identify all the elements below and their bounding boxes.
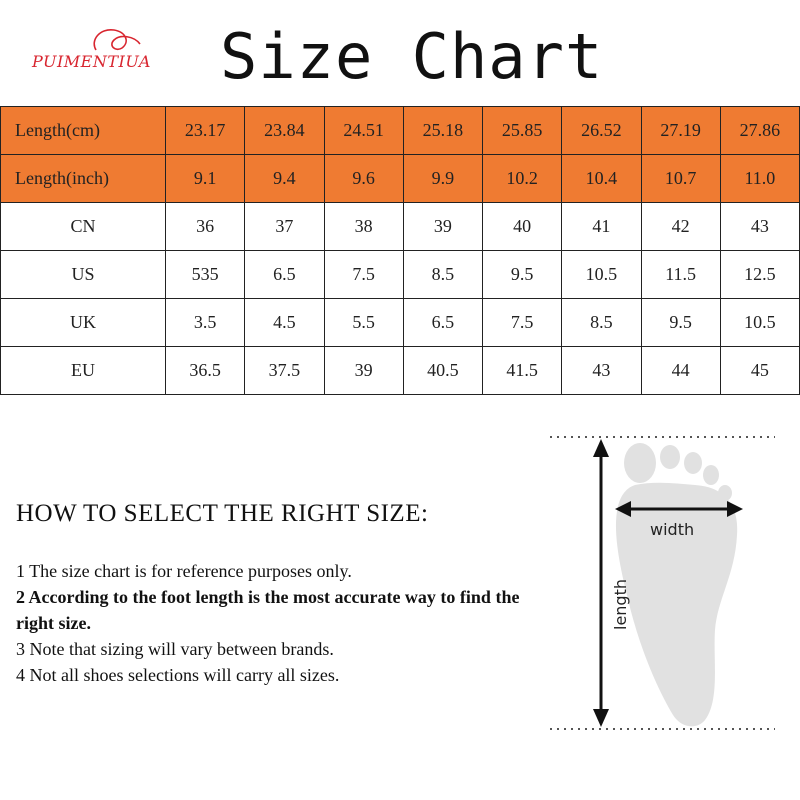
brand-logo bbox=[28, 22, 188, 82]
table-cell: 23.17 bbox=[166, 107, 245, 155]
table-cell: 11.5 bbox=[641, 251, 720, 299]
table-cell: 9.6 bbox=[324, 155, 403, 203]
table-cell: 9.1 bbox=[166, 155, 245, 203]
table-cell: 8.5 bbox=[403, 251, 482, 299]
howto-notes bbox=[16, 558, 536, 688]
table-cell: 43 bbox=[562, 347, 641, 395]
table-cell: 10.2 bbox=[483, 155, 562, 203]
table-cell: 36.5 bbox=[166, 347, 245, 395]
table-row bbox=[1, 251, 800, 299]
table-row bbox=[1, 107, 800, 155]
table-cell: 10.5 bbox=[720, 299, 799, 347]
table-cell: 42 bbox=[641, 203, 720, 251]
table-cell: 3.5 bbox=[166, 299, 245, 347]
note-1: 1 The size chart is for reference purposes only. bbox=[16, 561, 352, 581]
row-label: US bbox=[1, 251, 166, 299]
table-cell: 8.5 bbox=[562, 299, 641, 347]
table-cell: 27.19 bbox=[641, 107, 720, 155]
row-label: Length(cm) bbox=[1, 107, 166, 155]
toe-3 bbox=[684, 452, 702, 474]
toe-4 bbox=[703, 465, 719, 485]
table-cell: 40.5 bbox=[403, 347, 482, 395]
table-cell: 41.5 bbox=[483, 347, 562, 395]
table-cell: 27.86 bbox=[720, 107, 799, 155]
table-cell: 40 bbox=[483, 203, 562, 251]
table-cell: 23.84 bbox=[245, 107, 324, 155]
table-cell: 9.4 bbox=[245, 155, 324, 203]
table-cell: 44 bbox=[641, 347, 720, 395]
foot-measurement-diagram bbox=[545, 425, 785, 765]
table-cell: 10.7 bbox=[641, 155, 720, 203]
table-cell: 4.5 bbox=[245, 299, 324, 347]
note-4: 4 Not all shoes selections will carry all sizes. bbox=[16, 665, 340, 685]
note-3: 3 Note that sizing will vary between brands. bbox=[16, 639, 334, 659]
table-row bbox=[1, 347, 800, 395]
table-cell: 11.0 bbox=[720, 155, 799, 203]
table-cell: 12.5 bbox=[720, 251, 799, 299]
table-cell: 45 bbox=[720, 347, 799, 395]
table-cell: 25.18 bbox=[403, 107, 482, 155]
table-cell: 10.5 bbox=[562, 251, 641, 299]
table-cell: 25.85 bbox=[483, 107, 562, 155]
table-cell: 39 bbox=[403, 203, 482, 251]
table-cell: 37.5 bbox=[245, 347, 324, 395]
table-cell: 38 bbox=[324, 203, 403, 251]
width-label: width bbox=[650, 520, 695, 539]
table-cell: 7.5 bbox=[324, 251, 403, 299]
table-row bbox=[1, 203, 800, 251]
table-cell: 535 bbox=[166, 251, 245, 299]
howto-heading: HOW TO SELECT THE RIGHT SIZE: bbox=[16, 500, 429, 527]
table-cell: 9.5 bbox=[641, 299, 720, 347]
table-cell: 41 bbox=[562, 203, 641, 251]
table-cell: 9.9 bbox=[403, 155, 482, 203]
table-cell: 39 bbox=[324, 347, 403, 395]
row-label: EU bbox=[1, 347, 166, 395]
table-cell: 26.52 bbox=[562, 107, 641, 155]
foot-illustration bbox=[545, 425, 785, 765]
row-label: UK bbox=[1, 299, 166, 347]
table-cell: 24.51 bbox=[324, 107, 403, 155]
row-label: CN bbox=[1, 203, 166, 251]
row-label: Length(inch) bbox=[1, 155, 166, 203]
note-2: 2 According to the foot length is the most accurate way to find the right size. bbox=[16, 587, 520, 633]
length-arrow-top-head bbox=[593, 439, 609, 457]
length-arrow-bottom-head bbox=[593, 709, 609, 727]
table-cell: 43 bbox=[720, 203, 799, 251]
table-cell: 37 bbox=[245, 203, 324, 251]
toe-2 bbox=[660, 445, 680, 469]
brand-swirl-icon bbox=[86, 22, 146, 54]
brand-name: PUIMENTIUA bbox=[32, 52, 151, 71]
table-row bbox=[1, 299, 800, 347]
table-cell: 6.5 bbox=[403, 299, 482, 347]
length-label: length bbox=[611, 579, 630, 630]
table-cell: 9.5 bbox=[483, 251, 562, 299]
toe-5 bbox=[718, 485, 732, 501]
table-cell: 6.5 bbox=[245, 251, 324, 299]
table-cell: 36 bbox=[166, 203, 245, 251]
table-cell: 7.5 bbox=[483, 299, 562, 347]
table-cell: 10.4 bbox=[562, 155, 641, 203]
big-toe bbox=[624, 443, 656, 483]
page-title: Size Chart bbox=[220, 20, 604, 93]
size-chart-table bbox=[0, 106, 800, 395]
table-cell: 5.5 bbox=[324, 299, 403, 347]
table-row bbox=[1, 155, 800, 203]
